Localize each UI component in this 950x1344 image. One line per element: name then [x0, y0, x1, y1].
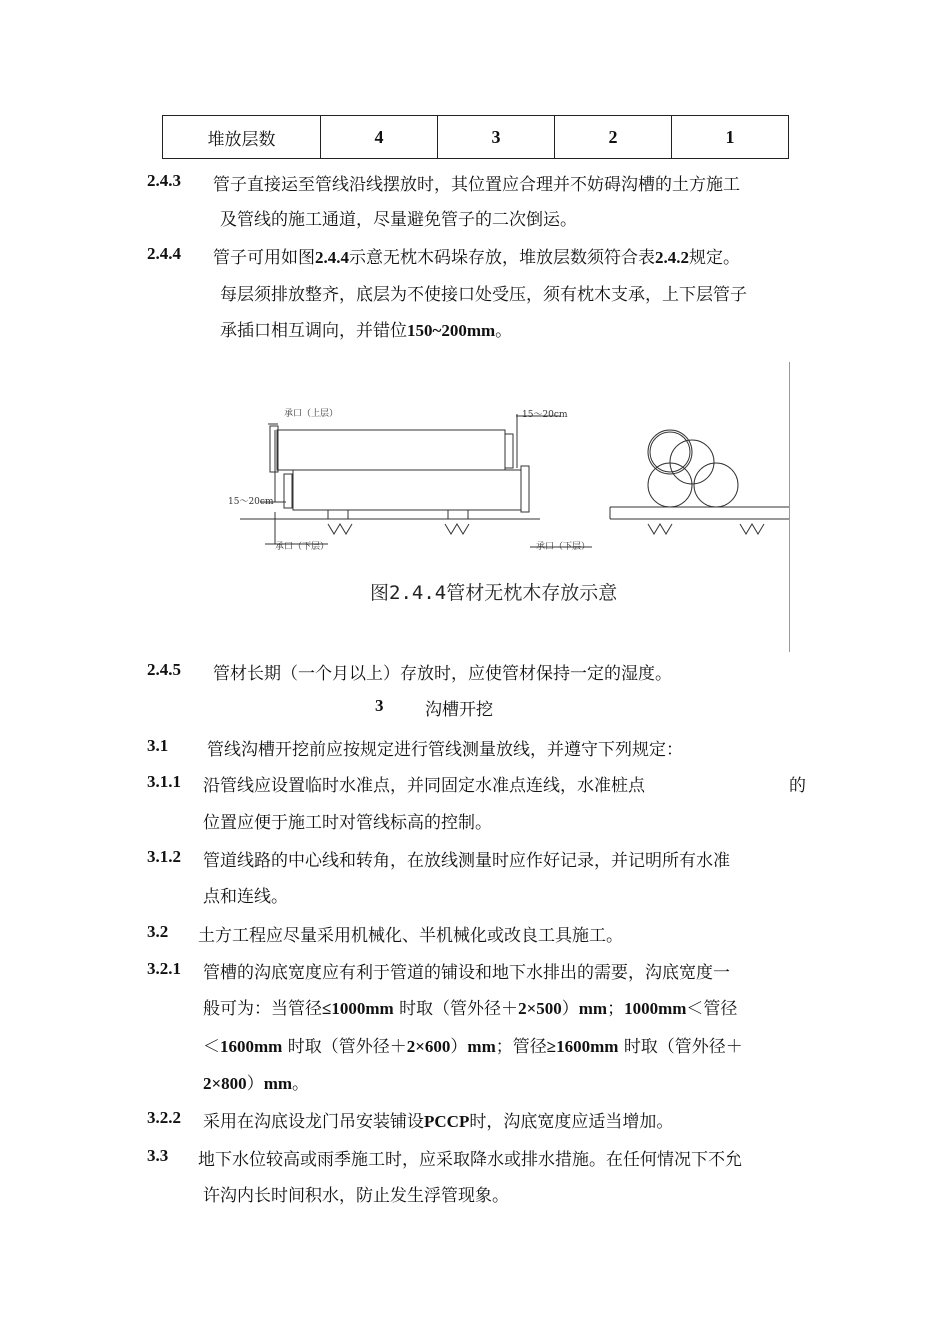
text-run: 管子可用如图 — [213, 248, 315, 268]
table-cell: 2 — [555, 116, 672, 159]
offset-value: 150~200mm — [407, 321, 496, 340]
section-number: 3.2 — [147, 922, 169, 941]
text-run: 时，沟底宽度应适当增加。 — [469, 1112, 674, 1132]
paragraph-line: 及管线的施工通道，尽量避免管子的二次倒运。 — [220, 210, 577, 230]
pipe-end-view — [694, 463, 738, 507]
section-number: 3.1.1 — [147, 772, 181, 791]
paragraph-line — [220, 316, 512, 341]
text-run: ；管径 — [495, 1037, 547, 1057]
text-run: 时取（管外径＋ — [623, 1037, 743, 1057]
value: ≥1600mm — [546, 1037, 619, 1056]
ground-hatch — [328, 524, 469, 534]
paragraph-line — [203, 1069, 309, 1094]
value: 1600mm — [220, 1037, 283, 1056]
upper-pipe — [277, 430, 505, 470]
value: ≤1000mm — [322, 999, 394, 1018]
value: 2×800 — [203, 1074, 247, 1093]
value: 2×500 — [518, 999, 562, 1018]
pipe-end-view — [670, 440, 714, 484]
paragraph-line — [203, 1107, 673, 1132]
label-offset-top: 15～20cm — [522, 410, 568, 420]
text-run: ） — [561, 999, 579, 1019]
support-block — [328, 510, 348, 519]
text-run: 规定。 — [689, 248, 740, 268]
lower-socket — [521, 466, 529, 512]
text-run: 时取（管外径＋ — [399, 999, 519, 1019]
label-socket-lower-left: 承口（下层） — [275, 542, 330, 552]
chapter-number: 3 — [375, 696, 384, 715]
text-run: 。 — [495, 321, 513, 341]
unit: mm — [263, 1074, 293, 1093]
label-socket-upper: 承口（上层） — [284, 409, 339, 419]
figure-caption: 图2.4.4管材无枕木存放示意 — [370, 582, 618, 604]
text-run: 时取（管外径＋ — [287, 1037, 407, 1057]
paragraph-line: 管材长期（一个月以上）存放时，应使管材保持一定的湿度。 — [213, 664, 672, 684]
paragraph-line: 位置应便于施工时对管线标高的控制。 — [203, 813, 492, 833]
section-number: 3.2.1 — [147, 959, 181, 978]
text-run: 承插口相互调向，并错位 — [220, 321, 407, 341]
section-number: 2.4.3 — [147, 171, 181, 190]
text-run: 。 — [292, 1074, 310, 1094]
pipe-end-view — [648, 430, 692, 474]
paragraph-line — [203, 994, 737, 1019]
section-number: 3.3 — [147, 1146, 169, 1165]
value: 2×600 — [406, 1037, 451, 1056]
section-number: 2.4.4 — [147, 244, 181, 263]
support-block — [448, 510, 468, 519]
table-row — [163, 116, 789, 159]
paragraph-line-end: 的 — [789, 776, 806, 796]
unit: mm — [467, 1037, 496, 1056]
value: 1000mm — [624, 999, 687, 1018]
upper-spigot — [505, 434, 513, 468]
paragraph-line: 点和连线。 — [203, 887, 288, 907]
text-run: ＜管径 — [686, 999, 738, 1019]
lower-pipe — [293, 470, 521, 510]
paragraph-line — [213, 243, 740, 268]
table-cell: 1 — [672, 116, 789, 159]
paragraph-line: 许沟内长时间积水，防止发生浮管现象。 — [203, 1186, 509, 1206]
paragraph-line: 管线沟槽开挖前应按规定进行管线测量放线，并遵守下列规定： — [207, 740, 683, 760]
text-run: 采用在沟底设龙门吊安装铺设 — [203, 1112, 424, 1132]
figure-ref: 2.4.4 — [315, 248, 349, 267]
stacking-layers-table — [162, 115, 789, 159]
pipe-end-view — [648, 463, 692, 507]
paragraph-line — [203, 1032, 743, 1057]
paragraph-line: 管槽的沟底宽度应有利于管道的铺设和地下水排出的需要，沟底宽度一 — [203, 963, 730, 983]
table-label-cell: 堆放层数 — [163, 116, 321, 159]
paragraph-line: 地下水位较高或雨季施工时，应采取降水或排水措施。在任何情况下不允 — [198, 1150, 742, 1170]
pccp-term: PCCP — [424, 1112, 470, 1131]
paragraph-line: 每层须排放整齐，底层为不使接口处受压，须有枕木支承，上下层管子 — [220, 285, 747, 305]
label-offset-left: 15～20cm — [228, 497, 274, 507]
section-number: 2.4.5 — [147, 660, 181, 679]
text-run: 般可为：当管径 — [203, 999, 322, 1019]
table-cell: 3 — [438, 116, 555, 159]
unit: mm — [578, 999, 608, 1018]
paragraph-line: 管道线路的中心线和转角，在放线测量时应作好记录，并记明所有水准 — [203, 851, 730, 871]
section-number: 3.1.2 — [147, 847, 181, 866]
text-run: ） — [246, 1074, 264, 1094]
table-cell: 4 — [321, 116, 438, 159]
section-number: 3.1 — [147, 736, 169, 755]
paragraph-line: 土方工程应尽量采用机械化、半机械化或改良工具施工。 — [198, 926, 623, 946]
section-number: 3.2.2 — [147, 1108, 181, 1127]
chapter-title: 沟槽开挖 — [425, 700, 493, 720]
paragraph-line: 沿管线应设置临时水准点，并同固定水准点连线，水准桩点 — [203, 776, 645, 796]
text-run: ） — [450, 1037, 468, 1057]
lower-spigot — [284, 474, 292, 508]
label-socket-lower-right: 承口（下层） — [536, 542, 591, 552]
pipe-stacking-figure — [220, 362, 790, 612]
text-run: ＜ — [203, 1037, 220, 1057]
paragraph-line: 管子直接运至管线沿线摆放时，其位置应合理并不妨碍沟槽的土方施工 — [213, 175, 740, 195]
text-run: 示意无枕木码垛存放，堆放层数须符合表 — [349, 248, 655, 268]
table-ref: 2.4.2 — [655, 248, 689, 267]
text-run: ； — [607, 999, 625, 1019]
